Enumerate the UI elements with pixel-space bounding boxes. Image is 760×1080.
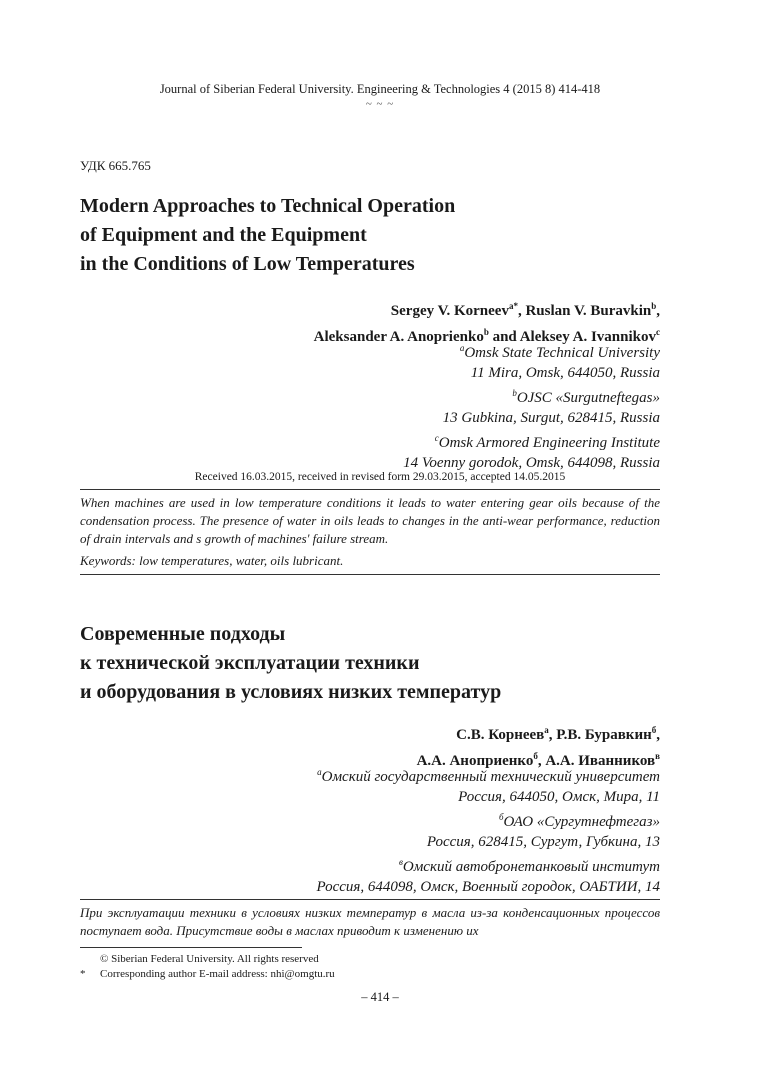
author-sup: б bbox=[651, 725, 657, 735]
aff-text: 13 Gubkina, Surgut, 628415, Russia bbox=[442, 410, 660, 426]
affiliation-line bbox=[403, 363, 660, 383]
keywords-en: Keywords: low temperatures, water, oils lubricant. bbox=[80, 553, 344, 568]
affiliation-line bbox=[317, 832, 661, 852]
author-name: Р.В. Буравкин bbox=[556, 727, 652, 743]
aff-sup: б bbox=[499, 812, 504, 822]
author-sep: , bbox=[656, 727, 660, 743]
footnote-text: © Siberian Federal University. All rights reserved bbox=[100, 953, 319, 965]
aff-text: Омский автобронетанковый институт bbox=[402, 859, 660, 875]
abstract-bottom-rule bbox=[80, 574, 660, 575]
aff-sup: в bbox=[398, 857, 403, 867]
author-name: Aleksander A. Anoprienko bbox=[313, 329, 484, 345]
abstract-top-rule bbox=[80, 489, 660, 490]
title-ru-line: и оборудования в условиях низких температур bbox=[80, 681, 502, 703]
author-sup: а bbox=[544, 725, 549, 735]
author-sep: and bbox=[488, 329, 520, 345]
author-sup: в bbox=[655, 751, 660, 761]
affiliation-line bbox=[403, 383, 660, 408]
aff-text: Omsk Armored Engineering Institute bbox=[438, 435, 660, 451]
article-title-ru bbox=[80, 620, 620, 707]
author-sup: b bbox=[651, 301, 657, 311]
author-sup: a* bbox=[508, 301, 518, 311]
aff-sup: а bbox=[317, 767, 322, 777]
footnote-mark: * bbox=[80, 968, 86, 980]
affiliation-line bbox=[317, 877, 661, 897]
author-name: А.А. Аноприенко bbox=[416, 753, 534, 769]
author-name: А.А. Иванников bbox=[545, 753, 656, 769]
aff-text: Omsk State Technical University bbox=[464, 345, 660, 361]
affiliation-line bbox=[317, 787, 661, 807]
affiliation-line bbox=[403, 408, 660, 428]
footnote bbox=[80, 967, 335, 982]
affiliation-line bbox=[317, 762, 661, 787]
abstract-ru-top-rule bbox=[80, 899, 660, 900]
author-sep: , bbox=[656, 303, 660, 319]
affiliation-line bbox=[403, 428, 660, 453]
author-name: С.В. Корнеев bbox=[456, 727, 545, 743]
author-name: Ruslan V. Buravkin bbox=[525, 303, 652, 319]
footnote-rule bbox=[80, 947, 302, 948]
title-ru-line: Современные подходы bbox=[80, 623, 286, 645]
abstract-ru: При эксплуатации техники в условиях низких температур в масла из-за конденсационных процессов поступает вода. Присутствие воды в маслах приводит к изменению их bbox=[80, 905, 660, 938]
affiliations-en bbox=[403, 338, 660, 473]
footnotes bbox=[80, 952, 335, 982]
footnote-mark bbox=[80, 952, 100, 967]
aff-text: 14 Voenny gorodok, Omsk, 644098, Russia bbox=[403, 455, 660, 471]
aff-text: 11 Mira, Omsk, 644050, Russia bbox=[470, 365, 660, 381]
affiliation-line bbox=[403, 338, 660, 363]
authors-en-line bbox=[314, 296, 660, 322]
title-en-line: Modern Approaches to Technical Operation bbox=[80, 195, 456, 217]
abstract-en: When machines are used in low temperature conditions it leads to water entering gear oils because of the condensation process. The presence of water in oils leads to changes in the anti-wear performance, reduction of drain intervals and s growth of machines' failure stream. bbox=[80, 495, 660, 546]
affiliation-line bbox=[317, 807, 661, 832]
aff-text: Россия, 644098, Омск, Военный городок, ОАБТИИ, 14 bbox=[316, 879, 660, 895]
authors-ru-line bbox=[417, 720, 660, 746]
title-ru-line: к технической эксплуатации техники bbox=[80, 652, 420, 674]
aff-text: Омский государственный технический университет bbox=[321, 769, 660, 785]
author-sup: b bbox=[483, 327, 489, 337]
aff-sup: b bbox=[512, 388, 517, 398]
author-name: Sergey V. Korneev bbox=[390, 303, 509, 319]
udk-code: УДК 665.765 bbox=[80, 158, 151, 173]
author-sup: c bbox=[656, 327, 660, 337]
aff-sup: c bbox=[434, 433, 439, 443]
aff-text: Россия, 644050, Омск, Мира, 11 bbox=[458, 789, 660, 805]
title-en-line: in the Conditions of Low Temperatures bbox=[80, 253, 415, 275]
affiliation-line bbox=[403, 453, 660, 473]
author-sep: , bbox=[548, 727, 557, 743]
footnote-text: Corresponding author E-mail address: nhi@omgtu.ru bbox=[100, 968, 335, 980]
affiliations-ru bbox=[317, 762, 661, 897]
affiliation-line bbox=[317, 852, 661, 877]
header-separator: ~ ~ ~ bbox=[365, 98, 395, 110]
page-number: – 414 – bbox=[361, 990, 399, 1004]
author-sep: , bbox=[517, 303, 526, 319]
journal-header: Journal of Siberian Federal University. Engineering & Technologies 4 (2015 8) 414-418 bbox=[159, 82, 601, 96]
author-sup: б bbox=[533, 751, 538, 761]
title-en-line: of Equipment and the Equipment bbox=[80, 224, 367, 246]
aff-sup: a bbox=[459, 343, 465, 353]
received-dates: Received 16.03.2015, received in revised form 29.03.2015, accepted 14.05.2015 bbox=[194, 471, 566, 483]
footnote bbox=[80, 952, 335, 967]
aff-text: OJSC «Surgutneftegas» bbox=[516, 390, 660, 406]
author-name: Aleksey A. Ivannikov bbox=[519, 329, 656, 345]
aff-text: Россия, 628415, Сургут, Губкина, 13 bbox=[426, 834, 660, 850]
article-title-en bbox=[80, 192, 600, 279]
author-sep: , bbox=[537, 753, 546, 769]
aff-text: ОАО «Сургутнефтегаз» bbox=[503, 814, 660, 830]
